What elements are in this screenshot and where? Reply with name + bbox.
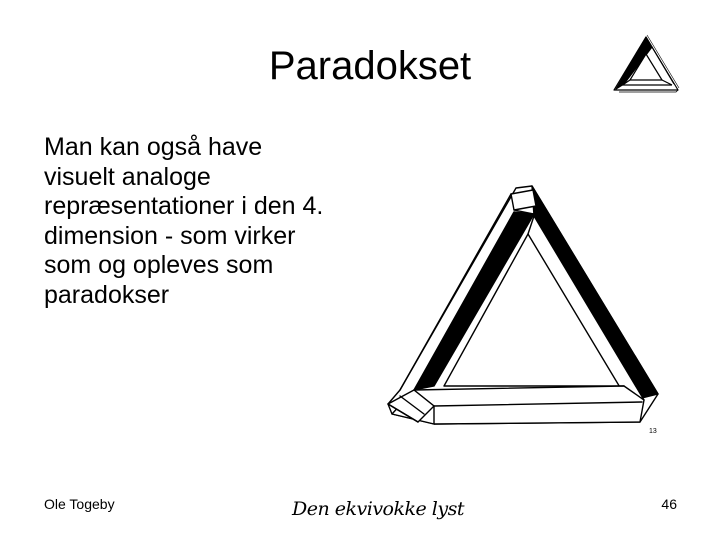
footer-author: Ole Togeby (44, 496, 115, 512)
body-line: visuelt analoge (44, 162, 211, 191)
body-line: Man kan også have (44, 133, 263, 161)
impossible-triangle-icon (612, 34, 680, 94)
figure-number: 13 (649, 428, 657, 435)
body-line: repræsentationer i den 4. (44, 192, 324, 220)
body-line: dimension - som virker (44, 221, 296, 250)
body-line: som og opleves som (44, 251, 274, 279)
slide-title: Paradokset (268, 44, 472, 88)
body-line: paradokser (44, 280, 170, 309)
footer-series-title: Den ekvivokke lyst (292, 498, 465, 520)
page-number: 46 (661, 496, 677, 512)
penrose-triangle-illustration (378, 182, 668, 440)
slide-body-text (44, 133, 404, 310)
